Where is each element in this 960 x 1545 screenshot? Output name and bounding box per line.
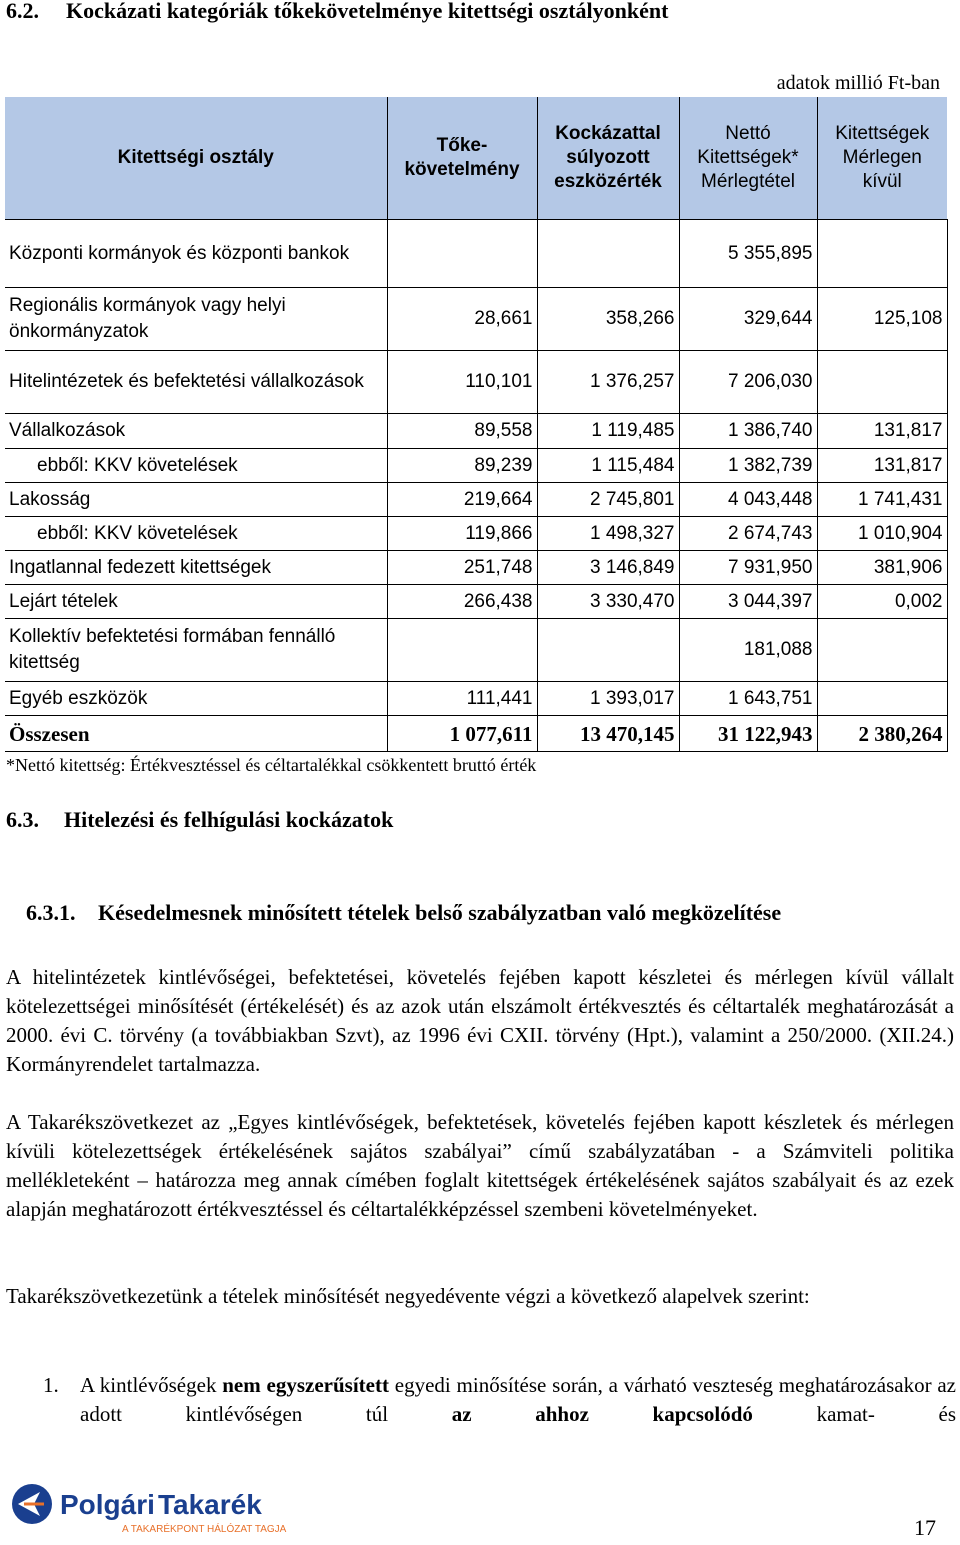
table-row <box>5 517 947 551</box>
row-label: Vállalkozások <box>5 414 387 449</box>
cell-c4: 1 010,904 <box>817 517 947 551</box>
table-row <box>5 414 947 449</box>
table-row <box>5 585 947 619</box>
list-bold-part: az ahhoz kapcsolódó <box>451 1402 753 1426</box>
total-c3: 31 122,943 <box>679 716 817 752</box>
table-row <box>5 483 947 517</box>
col-header-off-balance: Kitettségek Mérlegen kívül <box>817 97 947 220</box>
cell-c4 <box>817 351 947 414</box>
list-bold-part: nem egyszerűsített <box>222 1373 389 1397</box>
cell-c1: 266,438 <box>387 585 537 619</box>
cell-c2: 3 330,470 <box>537 585 679 619</box>
paragraph-text: A hitelintézetek kintlévőségei, befektetései, követelés fejében kapott készletei és mérlegen kívül vállalt kötelezettségei minősítését (értékelését) és az azok után elszámolt értékvesztés és céltartalék meghatározását a 2000. évi C. törvény (a továbbiakban Szvt), az 1996 évi CXII. törvény (Hpt.), valamint a 250/2000. (XII.24.) Kormányrendelet tartalmazza. <box>6 965 954 1076</box>
footnote: *Nettó kitettség: Értékvesztéssel és céltartalékkal csökkentett bruttó érték <box>6 755 537 775</box>
cell-c3: 7 931,950 <box>679 551 817 585</box>
cell-c1 <box>387 619 537 682</box>
subsection-heading-text: Késedelmesnek minősített tételek belső szabályzatban való megközelítése <box>98 900 782 925</box>
capital-requirement-table <box>5 97 948 752</box>
paragraph <box>6 1108 954 1224</box>
cell-c3: 329,644 <box>679 288 817 351</box>
cell-c3: 1 643,751 <box>679 682 817 716</box>
col-header-exposure-class: Kitettségi osztály <box>5 97 387 220</box>
cell-c3: 1 386,740 <box>679 414 817 449</box>
cell-c4: 1 741,431 <box>817 483 947 517</box>
cell-c4: 125,108 <box>817 288 947 351</box>
total-c4: 2 380,264 <box>817 716 947 752</box>
col-header-capital-requirement: Tőke- követelmény <box>387 97 537 220</box>
row-label: Központi kormányok és központi bankok <box>5 220 387 288</box>
paragraph <box>6 1282 954 1311</box>
row-label: Lakosság <box>5 483 387 517</box>
subsection-heading <box>26 900 781 926</box>
row-label: Hitelintézetek és befektetési vállalkozások <box>5 351 387 414</box>
cell-c1: 251,748 <box>387 551 537 585</box>
list-text-part: A kintlévőségek <box>80 1373 223 1397</box>
cell-c4 <box>817 220 947 288</box>
cell-c3: 4 043,448 <box>679 483 817 517</box>
list-number: 1. <box>43 1373 59 1397</box>
cell-c1 <box>387 220 537 288</box>
cell-c4: 0,002 <box>817 585 947 619</box>
section-title-text: Kockázati kategóriák tőkekövetelménye kitettségi osztályonként <box>66 0 669 23</box>
table-row <box>5 220 947 288</box>
cell-c1: 110,101 <box>387 351 537 414</box>
cell-c1: 89,558 <box>387 414 537 449</box>
cell-c2: 1 376,257 <box>537 351 679 414</box>
list-text-part: egyedi minősítése során, a várható veszteség meghatározásakor az adott kintlévőségen túl <box>80 1373 956 1426</box>
page-number: 17 <box>914 1515 936 1540</box>
row-label: Kollektív befektetési formában fennálló kitettség <box>5 619 387 682</box>
cell-c1: 219,664 <box>387 483 537 517</box>
cell-c4 <box>817 619 947 682</box>
cell-c4 <box>817 682 947 716</box>
table-row <box>5 351 947 414</box>
section-title <box>6 0 668 24</box>
cell-c1: 89,239 <box>387 449 537 483</box>
polgari-takarek-logo <box>10 1480 300 1540</box>
total-c1: 1 077,611 <box>387 716 537 752</box>
cell-c2: 358,266 <box>537 288 679 351</box>
table-row <box>5 619 947 682</box>
cell-c1: 28,661 <box>387 288 537 351</box>
paragraph-text: Takarékszövetkezetünk a tételek minősítését negyedévente végzi a következő alapelvek szerint: <box>6 1284 810 1308</box>
cell-c2: 1 498,327 <box>537 517 679 551</box>
table-row <box>5 551 947 585</box>
row-label: Lejárt tételek <box>5 585 387 619</box>
cell-c4: 381,906 <box>817 551 947 585</box>
table-row <box>5 288 947 351</box>
paragraph-text: A Takarékszövetkezet az „Egyes kintlévőségek, befektetések, követelés fejében kapott készletek és mérlegen kívüli kötelezettségek értékelésének sajátos szabályai” című szabályzatában - a Számviteli politika mellékleteként – határozza meg annak címében foglalt kitettségek értékelésének sajátos szabályait és az ezek alapján meghatározott értékvesztéssel és céltartalékképzéssel szembeni követelményeket. <box>6 1110 954 1221</box>
total-label: Összesen <box>5 716 387 752</box>
section-heading-text: Hitelezési és felhígulási kockázatok <box>64 807 394 832</box>
svg-text:A TAKARÉKPONT HÁLÓZAT TAGJA: A TAKARÉKPONT HÁLÓZAT TAGJA <box>122 1524 287 1535</box>
cell-c2 <box>537 619 679 682</box>
row-label: Egyéb eszközök <box>5 682 387 716</box>
section-number: 6.3. <box>6 807 39 832</box>
cell-c2: 1 393,017 <box>537 682 679 716</box>
logo-icon <box>10 1480 300 1540</box>
cell-c1: 119,866 <box>387 517 537 551</box>
cell-c3: 181,088 <box>679 619 817 682</box>
cell-c2: 1 119,485 <box>537 414 679 449</box>
row-label: ebből: KKV követelések <box>5 517 387 551</box>
table-header-row <box>5 97 947 220</box>
cell-c2: 1 115,484 <box>537 449 679 483</box>
cell-c3: 1 382,739 <box>679 449 817 483</box>
list-item-text <box>80 1371 956 1429</box>
cell-c4: 131,817 <box>817 414 947 449</box>
svg-text:Polgári: Polgári <box>60 1489 155 1520</box>
cell-c3: 7 206,030 <box>679 351 817 414</box>
cell-c2: 3 146,849 <box>537 551 679 585</box>
cell-c3: 2 674,743 <box>679 517 817 551</box>
table-total-row <box>5 716 947 752</box>
cell-c3: 3 044,397 <box>679 585 817 619</box>
unit-note: adatok millió Ft-ban <box>776 72 940 94</box>
total-c2: 13 470,145 <box>537 716 679 752</box>
table-row <box>5 449 947 483</box>
section-number: 6.2. <box>6 0 39 23</box>
col-header-rwa: Kockázattal súlyozott eszközérték <box>537 97 679 220</box>
cell-c3: 5 355,895 <box>679 220 817 288</box>
cell-c1: 111,441 <box>387 682 537 716</box>
row-label: Regionális kormányok vagy helyi önkormányzatok <box>5 288 387 351</box>
col-header-net-on-balance: Nettó Kitettségek* Mérlegtétel <box>679 97 817 220</box>
row-label: Ingatlannal fedezett kitettségek <box>5 551 387 585</box>
subsection-number: 6.3.1. <box>26 900 76 925</box>
paragraph <box>6 963 954 1079</box>
section-heading-2 <box>6 807 393 833</box>
cell-c2: 2 745,801 <box>537 483 679 517</box>
cell-c2 <box>537 220 679 288</box>
list-text-part: kamat- és <box>752 1402 957 1426</box>
table-row <box>5 682 947 716</box>
row-label: ebből: KKV követelések <box>5 449 387 483</box>
cell-c4: 131,817 <box>817 449 947 483</box>
svg-text:Takarék: Takarék <box>158 1489 262 1520</box>
